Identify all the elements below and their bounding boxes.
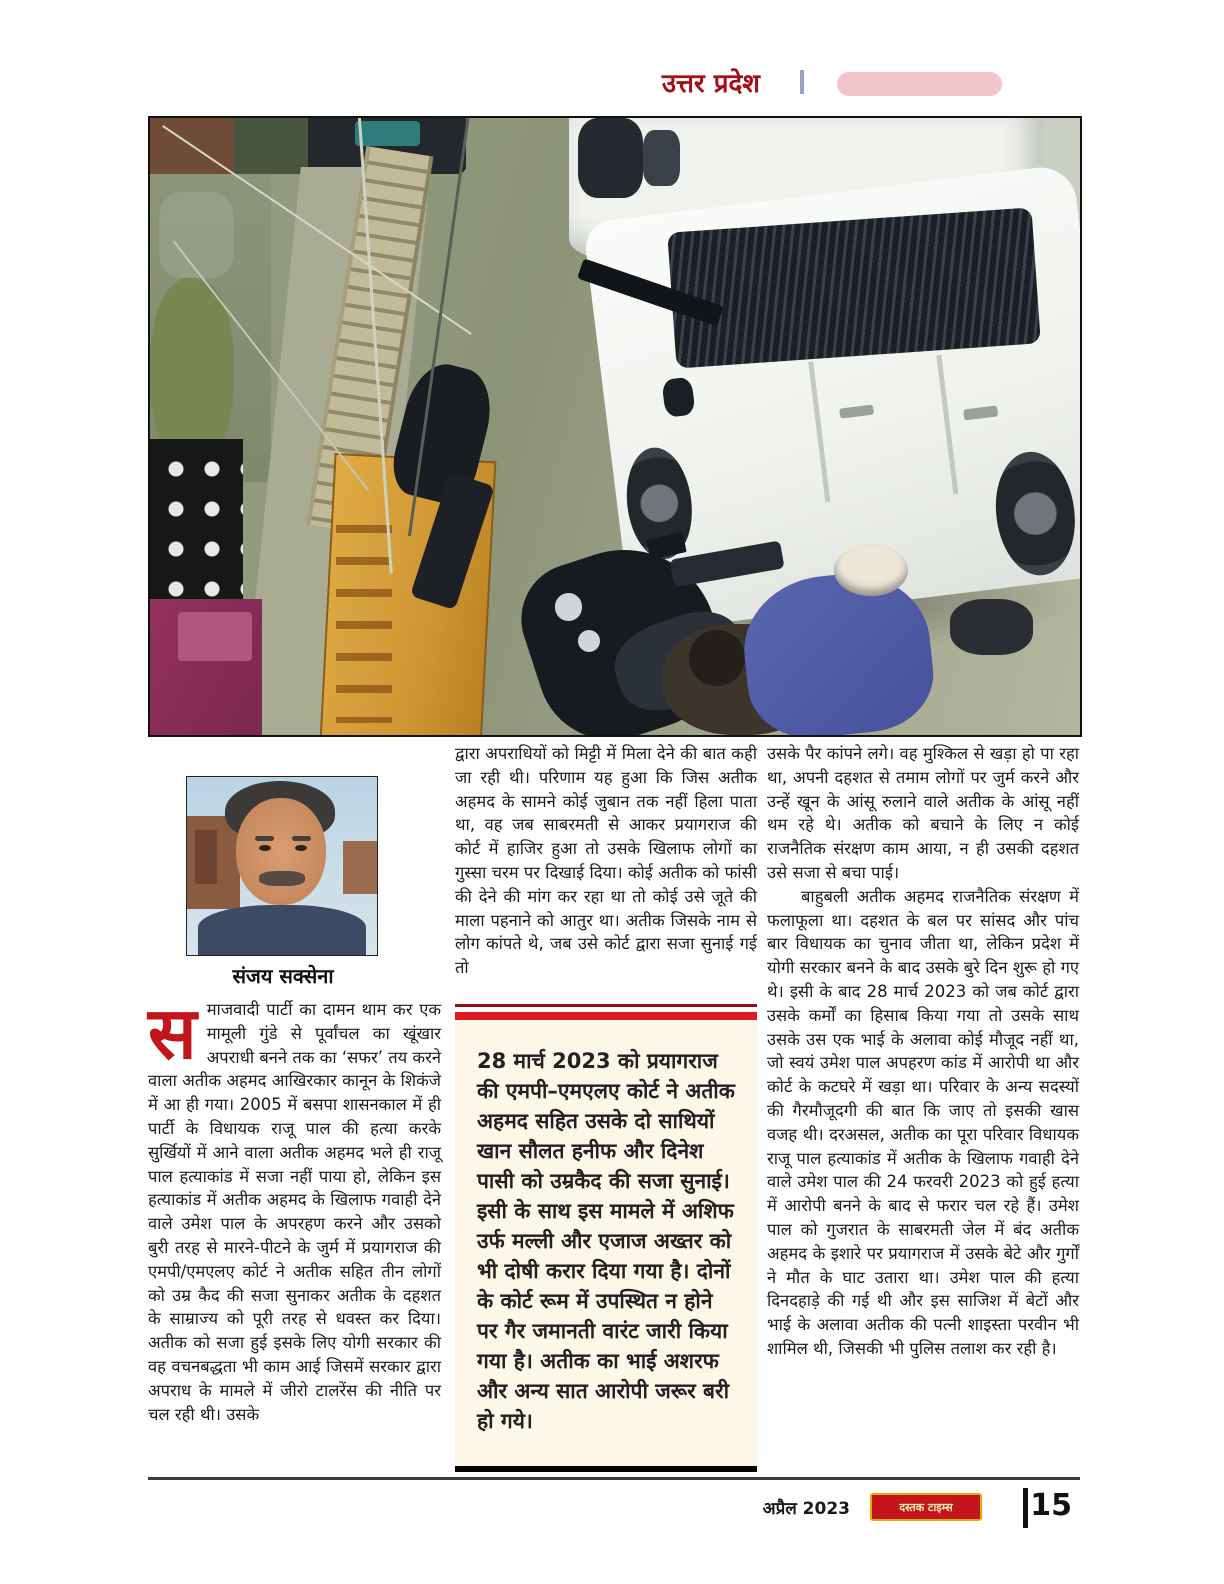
portrait-eye [295, 845, 306, 851]
suv-taillight [1081, 401, 1082, 445]
photo-victim-head [689, 630, 745, 686]
portrait-face [236, 798, 325, 905]
portrait-eyebrow [292, 836, 311, 841]
photo-clutter [159, 192, 233, 278]
photo-clutter [234, 118, 318, 174]
photo-motorcycle-headlight [555, 593, 583, 621]
section-title: उत्तर प्रदेश [661, 69, 760, 99]
header-separator [800, 70, 804, 94]
portrait-shirt [198, 905, 365, 955]
photo-foliage [150, 278, 234, 463]
highlight-box-thin-rule [455, 1004, 757, 1007]
footer-rule [148, 1477, 1080, 1480]
portrait-background-building [195, 830, 218, 883]
drop-cap: स [148, 990, 197, 1075]
article-column-1 [148, 990, 442, 1466]
article-column-2 [455, 742, 757, 988]
suv-mirror [661, 377, 695, 418]
portrait-eyebrow [255, 836, 274, 841]
author-name: संजय सक्सेना [232, 964, 334, 988]
page-footer [148, 1488, 1080, 1528]
portrait-background-building [343, 841, 377, 894]
photo-bystanders [578, 118, 643, 198]
issue-date: अप्रैल 2023 [762, 1499, 850, 1519]
article-text-col2: द्वारा अपराधियों को मिट्टी में मिला देने की बात कही जा रही थी। परिणाम यह हुआ कि जिस अतीक अहमद के सामने कोई जुबान तक नहीं हिला पाता था, वह जब साबरमती से आकर प्रयागराज की कोर्ट में हाजिर हुआ तो उसके खिलाफ लोगों का गुस्सा चरम पर दिखाई दिया। कोई अतीक को फांसी की देने की मांग कर रहा था तो कोई उसे जूते की माला पहनाने को आतुर था। अतीक जिसके नाम से लोग कांपते थे, जब उसे कोर्ट द्वारा सजा सुनाई गई तो [455, 744, 757, 978]
suv-rear-window [667, 207, 1040, 369]
footer-divider [1023, 1488, 1028, 1528]
photo-dark-object [950, 599, 1034, 655]
page-number: 15 [1030, 1488, 1072, 1523]
header-pink-pill [837, 72, 1002, 96]
highlight-box-thick-rule [455, 1012, 757, 1020]
photo-magenta-box [178, 612, 252, 661]
author-photo [186, 776, 378, 956]
article-text-col1: माजवादी पार्टी का दामन थाम कर एक मामूली गुंडे से पूर्वांचल का खूंखार अपराधी बनने तक का ‘सफर’ तय करने वाला अतीक अहमद आखिरकार कानून के शिकंजे में आ ही गया। 2005 में बसपा शासनकाल में ही पार्टी के विधायक राजू पाल की हत्या करके सुर्खियों में आने वाला अतीक अहमद भले ही राजू पाल हत्याकांड में सजा नहीं पाया हो, लेकिन इस हत्याकांड में अतीक अहमद के खिलाफ गवाही देने वाले उमेश पाल के अपरहण करने और उसको बुरी तरह से मारने-पीटने के जुर्म में प्रयागराज की एमपी/एमएलए कोर्ट ने अतीक सहित तीन लोगों को उम्र कैद की सजा सुनाकर अतीक के दहशत के साम्राज्य को पूरी तरह से धवस्त कर दिया। अतीक को सजा हुई इसके लिए योगी सरकार की वह वचनबद्धता भी काम आई जिसमें सरकार द्वारा अपराध के मामले में जीरो टालरेंस की नीति पर चल रही थी। उसके [148, 1000, 442, 1424]
article-text-col3-p2: बाहुबली अतीक अहमद राजनैतिक संरक्षण में फलाफूला था। दहशत के बल पर सांसद और पांच बार विधायक का चुनाव जीता था, लेकिन प्रदेश में योगी सरकार बनने के बाद उसके बुरे दिन शुरू हो गए थे। इसी के बाद 28 मार्च 2023 को जब कोर्ट द्वारा उसके कर्मों का हिसाब किया गया तो उसके साथ उसके उस एक भाई के अलावा कोई मौजूद नहीं था, जो स्वयं उमेश पाल अपहरण कांड में आरोपी था और कोर्ट के कटघरे में खड़ा था। परिवार के अन्य सदस्यों की गैरमौजूदगी की बात कि जाए तो इसकी खास वजह थी। दरअसल, अतीक का पूरा परिवार विधायक राजू पाल हत्याकांड में अतीक के खिलाफ गवाही देने वाले उमेश पाल की 24 फरवरी 2023 को हुई हत्या में आरोपी बनने के बाद से फरार चल रहे हैं। उमेश पाल को गुजरात के साबरमती जेल में बंद अतीक अहमद के इशारे पर प्रयागराज में उसके बेटे और गुर्गों ने मौत के घाट उतारा था। उमेश पाल की हत्या दिनदहाड़े की गई थी और इस साजिश में बेटों और भाई के अलावा अतीक की पत्नी शाइस्ता परवीन भी शामिल थी, जिसकी भी पुलिस तलाश कर रही है। [767, 886, 1079, 1358]
article-text-col3-p1: उसके पैर कांपने लगे। वह मुश्किल से खड़ा हो पा रहा था, अपनी दहशत से तमाम लोगों पर जुर्म करने और उन्हें खून के आंसू रुलाने वाले अतीक के आंसू नहीं थम रहे थे। अतीक को बचाने के लिए न कोई राजनैतिक संरक्षण काम आया, न ही उसकी दहशत उसे सजा से बचा पाई। [767, 744, 1079, 882]
highlight-box-text: 28 मार्च 2023 को प्रयागराज की एमपी–एमएलए कोर्ट ने अतीक अहमद सहित उसके दो साथियों खान सौलत हनीफ और दिनेश पासी को उम्रकैद की सजा सुनाई। इसी के साथ इस मामले में अशिफ उर्फ मल्ली और एजाज अख्तर को भी दोषी करार दिया गया है। दोनों के कोर्ट रूम में उपस्थित न होने पर गैर जमानती वारंट जारी किया गया है। अतीक का भाई अशरफ और अन्य सात आरोपी जरूर बरी हो गये। [455, 1020, 757, 1472]
photo-gunman-cap [834, 544, 908, 596]
cctv-photo [148, 116, 1082, 737]
portrait-mustache [259, 871, 305, 885]
photo-vehicle-glass [355, 121, 420, 146]
photo-carton-print [336, 501, 392, 723]
portrait-eye [259, 845, 270, 851]
page-header [148, 62, 1080, 104]
photo-bystander [643, 130, 680, 186]
highlight-box [455, 1004, 757, 1472]
magazine-logo: दस्तक टाइम्स [870, 1493, 982, 1521]
article-column-3 [767, 742, 1079, 1442]
